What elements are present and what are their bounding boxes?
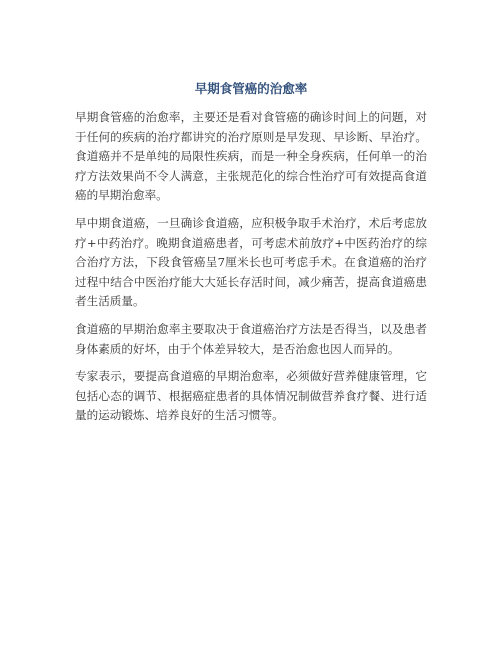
paragraph-1: 早期食管癌的治愈率，主要还是看对食管癌的确诊时间上的问题，对于任何的疾病的治疗都讲究的治疗原则是早发现、早诊断、早治疗。食道癌并不是单纯的局限性疾病，而是一种全身疾病，任何单一的治疗方法效果尚不令人满意，主张规范化的综合性治疗可有效提高食道癌的早期治愈率。: [75, 110, 427, 203]
paragraph-3: 食道癌的早期治愈率主要取决于食道癌治疗方法是否得当，以及患者身体素质的好坏，由于个体差异较大，是否治愈也因人而异的。: [75, 321, 427, 356]
paragraph-2: 早中期食道癌，一旦确诊食道癌，应积极争取手术治疗，术后考虑放疗+中药治疗。晚期食道癌患者，可考虑术前放疗+中医药治疗的综合治疗方法，下段食管癌呈7厘米长也可考虑手术。在食道癌的治疗过程中结合中医治疗能大大延长存活时间，减少痛苦，提高食道癌患者生活质量。: [75, 215, 427, 309]
document-title: 早期食管癌的治愈率: [194, 81, 308, 96]
paragraph-4: 专家表示，要提高食道癌的早期治愈率，必须做好营养健康管理，它包括心态的调节、根据癌症患者的具体情况制做营养食疗餐、进行适量的运动锻炼、培养良好的生活习惯等。: [75, 369, 427, 423]
document-body: [75, 108, 427, 434]
